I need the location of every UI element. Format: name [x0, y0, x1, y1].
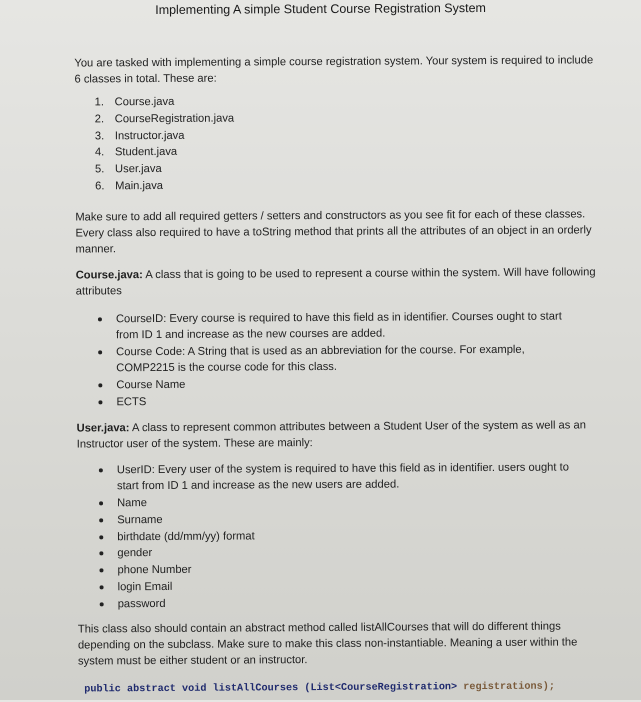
user-section-label: User.java: — [76, 422, 130, 435]
code-param-name: registrations); — [457, 681, 556, 694]
list-item: 3. Instructor.java — [94, 129, 185, 142]
list-item: Surname — [97, 509, 572, 528]
list-item: Course Code: A String that is used as an abbreviation for the course. For example, COMP2215 is the course code for this class. — [96, 341, 571, 376]
list-item: gender — [97, 543, 572, 562]
intro-paragraph: You are tasked with implementing a simple course registration system. Your system is required to include 6 classes in total. These are: — [74, 54, 594, 86]
list-item: phone Number — [97, 560, 572, 579]
code-param-type: (List<CourseRegistration> — [304, 682, 458, 695]
user-attribute-list — [97, 459, 573, 612]
list-item: 5. User.java — [94, 163, 162, 176]
list-item: birthdate (dd/mm/yy) format — [97, 526, 572, 545]
list-item: password — [98, 593, 573, 612]
code-snippet — [84, 682, 555, 696]
code-keywords: public abstract void listAllCourses — [84, 683, 299, 696]
list-item: Course Name — [96, 374, 571, 393]
list-item: Name — [97, 492, 572, 511]
list-item: CourseID: Every course is required to have this field as in identifier. Courses ought to start from ID 1 and increase as the new courses are added. — [96, 308, 571, 343]
list-item: 2. CourseRegistration.java — [94, 112, 235, 126]
list-item: UserID: Every user of the system is required to have this field as in identifier. users ought to start from ID 1 and increase as the new users are added. — [97, 459, 572, 494]
list-item: 4. Student.java — [94, 146, 178, 159]
course-section-intro: Course.java: A class that is going to be used to represent a course within the system. Will have following attributes — [75, 266, 596, 298]
getters-setters-note: Make sure to add all required getters / setters and constructors as you see fit for each of these classes. Every class also required to have a toString method that prints all the attributes of an object in an orderly manner. — [75, 208, 592, 256]
list-item: 6. Main.java — [95, 179, 164, 193]
course-attribute-list — [96, 308, 572, 410]
course-section-label: Course.java: — [75, 269, 143, 282]
user-section-intro: User.java: A class to represent common attributes between a Student User of the system as well as an Instructor user of the system. These are mainly: — [76, 419, 586, 451]
class-file-list — [95, 94, 235, 196]
list-item: 1. Course.java — [94, 95, 175, 109]
abstract-method-note: This class also should contain an abstract method called listAllCourses that will do different things depending on the subclass. Make sure to make this class non-instantiable. Meaning a user within the system must be either student or an instructor. — [77, 620, 578, 668]
page-title: Implementing A simple Student Course Registration System — [155, 0, 486, 18]
list-item: login Email — [98, 576, 573, 595]
list-item: ECTS — [96, 391, 571, 410]
